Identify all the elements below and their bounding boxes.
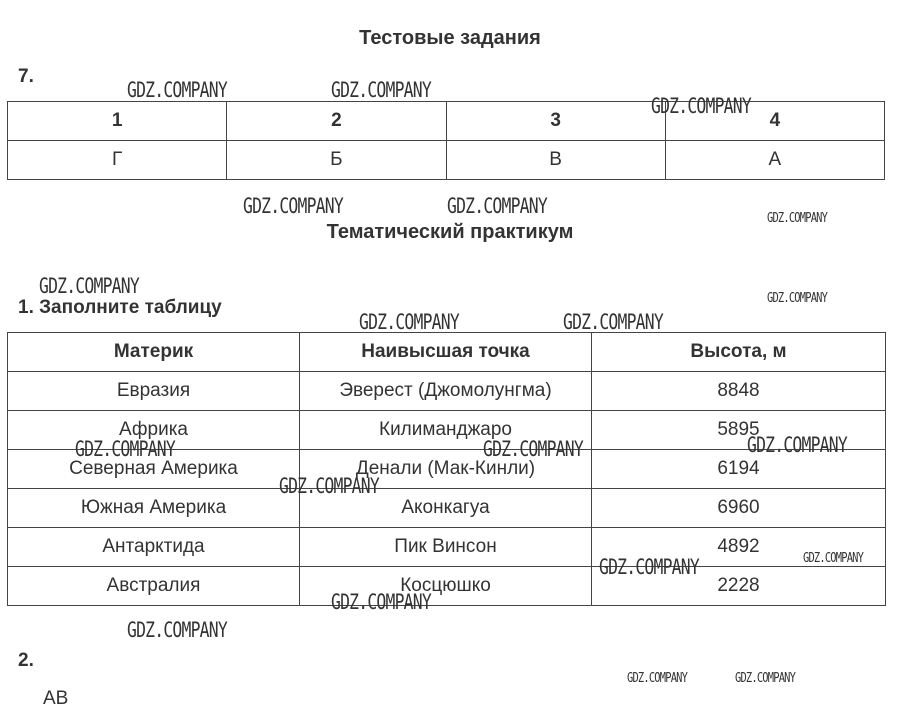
watermark: GDZ.COMPANY (447, 194, 547, 218)
answers-value-cell: Б (227, 141, 446, 180)
peaks-row (8, 372, 886, 411)
answers-header-cell: 2 (227, 102, 446, 141)
height-cell: 5895 (592, 411, 886, 450)
continent-cell: Южная Америка (8, 489, 300, 528)
peak-cell: Пик Винсон (300, 528, 592, 567)
watermark: GDZ.COMPANY (563, 310, 663, 334)
watermark: GDZ.COMPANY (599, 555, 699, 579)
heading-tests: Тестовые задания (359, 27, 541, 49)
answers-value-cell: А (665, 141, 884, 180)
answers-value-cell: Г (8, 141, 227, 180)
height-cell: 6960 (592, 489, 886, 528)
watermark: GDZ.COMPANY (747, 433, 847, 457)
peak-cell: Денали (Мак-Кинли) (300, 450, 592, 489)
height-cell: 6194 (592, 450, 886, 489)
peaks-row (8, 411, 886, 450)
heading-practicum: Тематический практикум (326, 221, 574, 243)
peaks-row (8, 489, 886, 528)
continent-cell: Австралия (8, 567, 300, 606)
task2-answer: АВ (43, 688, 69, 709)
peaks-row (8, 528, 886, 567)
watermark: GDZ.COMPANY (803, 551, 864, 566)
watermark: GDZ.COMPANY (127, 78, 227, 102)
peaks-header-cell: Высота, м (592, 333, 886, 372)
task7-number: 7. (18, 66, 34, 87)
answers-header-cell: 1 (8, 102, 227, 141)
peaks-header-cell: Наивысшая точка (300, 333, 592, 372)
peaks-header-row (8, 333, 886, 372)
height-cell: 4892 (592, 528, 886, 567)
peaks-row (8, 450, 886, 489)
watermark: GDZ.COMPANY (331, 78, 431, 102)
peak-cell: Эверест (Джомолунгма) (300, 372, 592, 411)
continent-cell: Африка (8, 411, 300, 450)
watermark: GDZ.COMPANY (243, 194, 343, 218)
answers-value-cell: В (446, 141, 665, 180)
peak-cell: Косцюшко (300, 567, 592, 606)
watermark: GDZ.COMPANY (331, 590, 431, 614)
answers-value-row (8, 141, 885, 180)
watermark: GDZ.COMPANY (39, 274, 139, 298)
height-cell: 2228 (592, 567, 886, 606)
watermark: GDZ.COMPANY (359, 310, 459, 334)
answers-table (7, 101, 885, 180)
watermark: GDZ.COMPANY (279, 474, 379, 498)
continent-cell: Евразия (8, 372, 300, 411)
peak-cell: Килиманджаро (300, 411, 592, 450)
watermark: GDZ.COMPANY (75, 437, 175, 461)
continent-cell: Антарктида (8, 528, 300, 567)
height-cell: 8848 (592, 372, 886, 411)
watermark: GDZ.COMPANY (627, 671, 688, 686)
peaks-table (7, 332, 886, 606)
task1-title: 1. Заполните таблицу (18, 297, 222, 318)
watermark: GDZ.COMPANY (767, 291, 828, 306)
watermark: GDZ.COMPANY (767, 211, 828, 226)
watermark: GDZ.COMPANY (483, 437, 583, 461)
watermark: GDZ.COMPANY (735, 671, 796, 686)
task2-number: 2. (18, 650, 34, 671)
answers-header-cell: 3 (446, 102, 665, 141)
peaks-header-cell: Материк (8, 333, 300, 372)
watermark: GDZ.COMPANY (651, 94, 751, 118)
continent-cell: Северная Америка (8, 450, 300, 489)
peak-cell: Аконкагуа (300, 489, 592, 528)
watermark: GDZ.COMPANY (127, 618, 227, 642)
answers-header-cell: 4 (665, 102, 884, 141)
answers-header-row (8, 102, 885, 141)
peaks-row (8, 567, 886, 606)
